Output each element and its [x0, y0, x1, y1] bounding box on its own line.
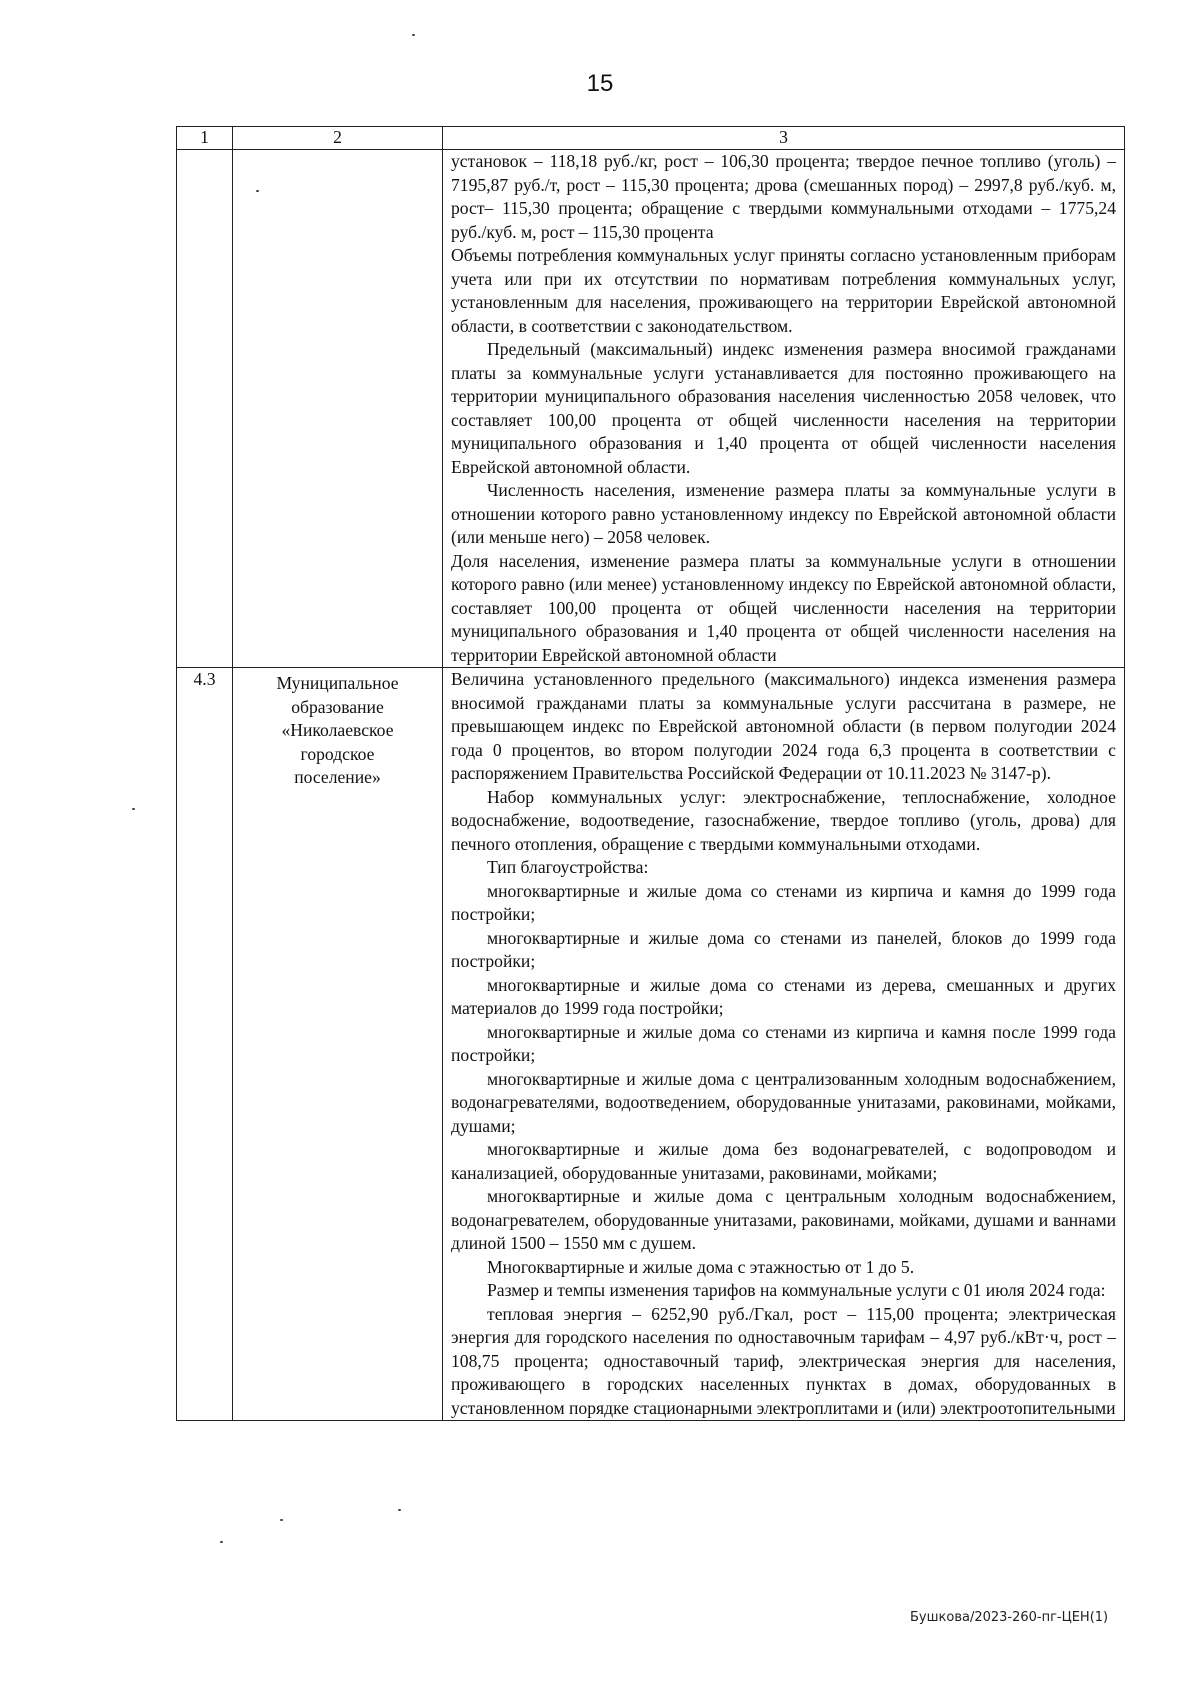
header-cell-1: 1: [177, 127, 233, 150]
paragraph: многоквартирные и жилые дома с центральным холодным водоснабжением, водонагревателем, оборудованные унитазами, раковинами, мойками, душами и ваннами длиной 1500 – 1550 мм с душем.: [451, 1186, 1116, 1253]
paragraph: Размер и темпы изменения тарифов на коммунальные услуги с 01 июля 2024 года:: [487, 1280, 1106, 1300]
paragraph: многоквартирные и жилые дома со стенами из кирпича и камня до 1999 года постройки;: [451, 880, 1116, 924]
paragraph: многоквартирные и жилые дома со стенами из кирпича и камня после 1999 года постройки;: [451, 1021, 1116, 1065]
content-cell: [443, 150, 1125, 668]
content-cell: [443, 668, 1125, 1421]
table-row: [177, 668, 1125, 1421]
organization-cell: [233, 150, 443, 668]
paragraph: многоквартирные и жилые дома с централизованным холодным водоснабжением, водонагревателями, водоотведением, оборудованные унитазами, раковинами, мойками, душами;: [451, 1068, 1116, 1136]
page-number: 15: [586, 70, 614, 97]
organization-line: «Николаевское: [281, 720, 394, 740]
paragraph: Многоквартирные и жилые дома с этажностью от 1 до 5.: [487, 1256, 915, 1277]
paragraph: Предельный (максимальный) индекс изменения размера вносимой гражданами платы за коммунальные услуги устанавливается для постоянно проживающего на территории муниципального образования населения численностью 2058 человек, что составляет 100,00 процента от общей численности населения на территории муниципального образования и 1,40 процента от общей численности населения Еврейской автономной области.: [451, 339, 1116, 477]
scan-speck: [412, 34, 415, 36]
row-number-cell: [177, 150, 233, 668]
paragraph: тепловая энергия – 6252,90 руб./Гкал, рост – 115,00 процента; электрическая энергия для городского населения по одноставочным тарифам – 4,97 руб./кВт·ч, рост – 108,75 процента; одноставочный тариф, электрическая энергия для населения, проживающего в городских населенных пунктах в домах, оборудованных в установленном порядке стационарными электроплитами и (или) электроотопительными: [451, 1303, 1116, 1418]
paragraph: Величина установленного предельного (максимального) индекса изменения размера вносимой гражданами платы за коммунальные услуги рассчитана в размере, не превышающем индекс по Еврейской автономной области (в первом полугодии 2024 года 0 процентов, во втором полугодии 2024 года 6,3 процента в соответствии с распоряжением Правительства Российской Федерации от 10.11.2023 № 3147-р).: [451, 669, 1116, 783]
paragraph: Тип благоустройства:: [487, 857, 649, 877]
organization-line: поселение»: [294, 767, 381, 787]
paragraph: многоквартирные и жилые дома без водонагревателей, с водопроводом и канализацией, оборудованные унитазами, раковинами, мойками;: [451, 1139, 1116, 1183]
scan-speck: [256, 190, 259, 192]
table-row: [177, 150, 1125, 668]
organization-line: Муниципальное: [276, 673, 399, 693]
scan-speck: [132, 808, 135, 810]
paragraph: установок – 118,18 руб./кг, рост – 106,30 процента; твердое печное топливо (уголь) – 7195,87 руб./т, рост – 115,30 процента; дрова (смешанных пород) – 2997,8 руб./куб. м, рост– 115,30 процента; обращение с твердыми коммунальными отходами – 1775,24 руб./куб. м, рост – 115,30 процента: [451, 151, 1116, 242]
table-header-row: [177, 127, 1125, 150]
scan-speck: [398, 1509, 401, 1511]
paragraph: многоквартирные и жилые дома со стенами из панелей, блоков до 1999 года постройки;: [451, 927, 1116, 971]
header-cell-2: 2: [233, 127, 443, 150]
row-number-cell: 4.3: [177, 668, 233, 1421]
paragraph: Доля населения, изменение размера платы за коммунальные услуги в отношении которого равно (или менее) установленному индексу по Еврейской автономной области, составляет 100,00 процента от общей численности населения на территории муниципального образования и 1,40 процента от общей численности населения на территории Еврейской автономной области: [451, 550, 1116, 665]
scan-speck: [280, 1519, 283, 1521]
paragraph: многоквартирные и жилые дома со стенами из дерева, смешанных и других материалов до 1999 года постройки;: [451, 974, 1116, 1018]
organization-line: образование: [291, 696, 384, 717]
document-table: [176, 126, 1125, 1421]
paragraph: Объемы потребления коммунальных услуг приняты согласно установленным приборам учета или при их отсутствии по нормативам потребления коммунальных услуг, установленным для населения, проживающего на территории Еврейской автономной области, в соответствии с законодательством.: [451, 245, 1116, 336]
paragraph: Численность населения, изменение размера платы за коммунальные услуги в отношении которого равно установленному индексу по Еврейской автономной области (или меньше него) – 2058 человек.: [451, 480, 1116, 547]
document-code: Бушкова/2023-260-пг-ЦЕН(1): [910, 1610, 1109, 1625]
organization-line: городское: [300, 743, 375, 764]
organization-cell: [233, 668, 443, 1421]
paragraph: Набор коммунальных услуг: электроснабжение, теплоснабжение, холодное водоснабжение, водоотведение, газоснабжение, твердое топливо (уголь, дрова) для печного отопления, обращение с твердыми коммунальными отходами.: [451, 786, 1116, 854]
scan-speck: [220, 1541, 223, 1543]
header-cell-3: 3: [443, 127, 1125, 150]
